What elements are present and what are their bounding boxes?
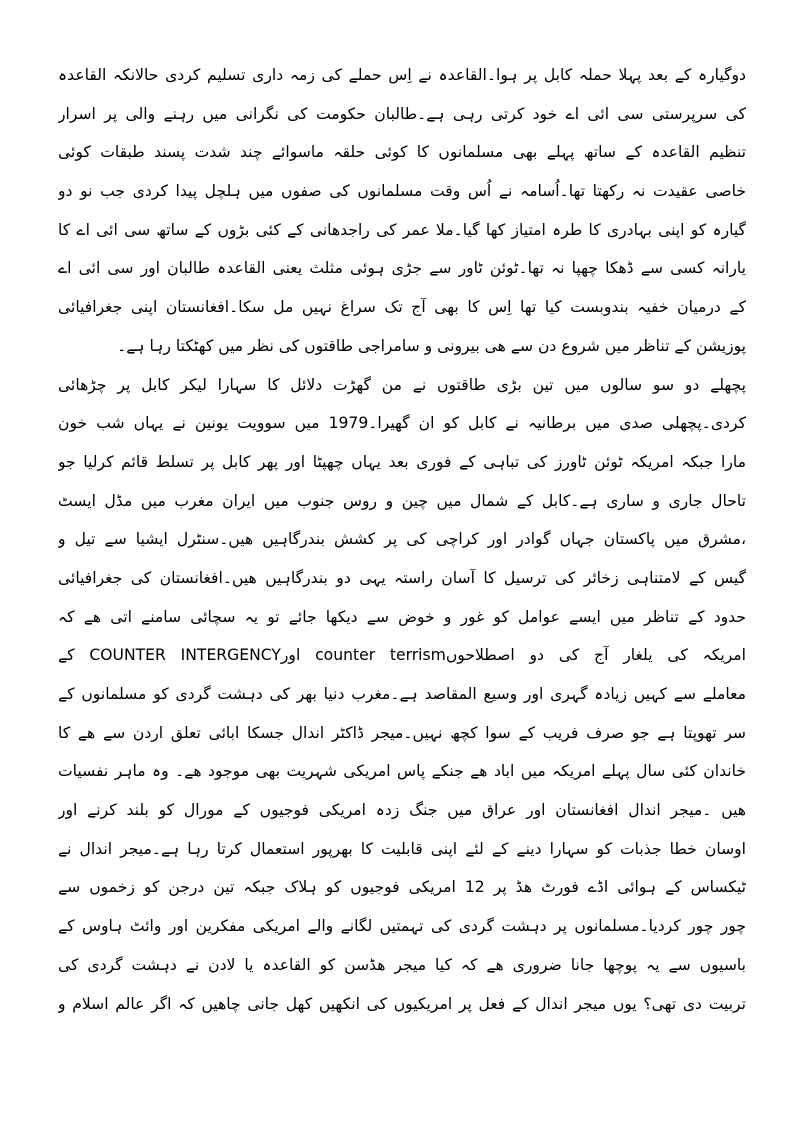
text-line-3: تنظیم القاعدہ کے ساتھ پہلے بھی مسلمانوں کا کوئی حلقہ ماسوائے چند شدت پسند طبقات کوئی bbox=[58, 143, 746, 162]
text-line-13: ،مشرق میں پاکستان جہاں گوادر اور کراچی کی پر کشش بندرگاہیں ھیں۔سنٹرل ایشیا سے تیل و bbox=[58, 530, 746, 549]
text-line-25: تربیت دی تھی؟ یوں میجر اندال کے فعل پر امریکیوں کی انکھیں کھل جانی چاھیں کہ اگر عالم اسلام و bbox=[58, 994, 746, 1013]
text-line-21: اوسان خطا جذبات کو سہارا دینے کے لئے اپنی قابلیت کا بھرپور استعمال کرتا رہا ہے۔میجر اندال نے bbox=[58, 839, 746, 858]
text-line-14: گیس کے لامتناہی زخائر کی ترسیل کا آسان راستہ یہی دو بندرگاہیں ھیں۔افغانستان کی جغرافیائی bbox=[58, 568, 746, 587]
text-line-12: تاحال جاری و ساری ہے۔کابل کے شمال میں چین و روس جنوب میں ایران مغرب میں مڈل ایسٹ bbox=[58, 491, 746, 510]
urdu-text-body bbox=[58, 56, 746, 1023]
text-line-22: ٹیکساس کے ہوائی اڈے فورٹ ھڈ پر 12 امریکی فوجیوں کو ہلاک جبکہ تین درجن کو زخموں سے bbox=[58, 878, 746, 897]
text-line-9: پچھلے دو سو سالوں میں تین بڑی طاقتوں نے من گھڑت دلائل کا سہارا لیکر کابل پر چڑھائی bbox=[58, 375, 746, 394]
text-line-11: مارا جبکہ امریکہ ٹوئن ٹاورز کی تباہی کے فوری بعد یہاں چھپٹا اور پھر کابل پر تسلط قائم کرلیا جو bbox=[58, 452, 746, 471]
text-line-6: یارانہ کسی سے ڈھکا چھپا نہ تھا۔ٹوئن ٹاور سے جڑی ہوئی مثلث یعنی القاعدہ طالبان اور سی ائی اے bbox=[58, 259, 746, 278]
text-line-1: دوگیارہ کے بعد پہلا حملہ کابل پر ہوا۔القاعدہ نے اِس حملے کی زمہ داری تسلیم کردی حالانکہ القاعدہ bbox=[58, 66, 746, 84]
text-line-23: چور چور کردیا۔مسلمانوں پر دہشت گردی کی تہمتیں لگانے والے امریکی مفکرین اور وائٹ ہاوس کے bbox=[58, 917, 746, 936]
text-line-4: خاصی عقیدت نہ رکھتا تھا۔اُسامہ نے اُس وقت مسلمانوں کی صفوں میں ہلچل پیدا کردی جب نو دو bbox=[58, 182, 746, 201]
text-line-2: کی سرپرستی سی ائی اے خود کرتی رہی ہے۔طالبان حکومت کی نگرانی میں رہنے والی پر اسرار bbox=[58, 104, 746, 123]
text-line-15: حدود کے تناظر میں ایسے عوامل کو غور و خوض سے دیکھا جائے تو یہ سچائی سامنے اتی ھے کہ bbox=[58, 607, 746, 626]
text-line-20: ھیں ۔میجر اندال افغانستان اور عراق میں جنگ زدہ امریکی فوجیوں کے مورال کو بلند کرنے اور bbox=[58, 801, 746, 820]
text-line-24: باسیوں سے یہ پوچھا جانا ضروری ھے کہ کیا میجر ھڈسن کو القاعدہ یا لادن نے دہشت گردی کی bbox=[58, 955, 746, 974]
text-line-7: کے درمیان خفیہ بندوبست کیا تھا اِس کا بھی آج تک سراغ نہیں مل سکا۔افغانستان اپنی جغرافیائی bbox=[58, 298, 746, 317]
text-line-16: امریکہ کی یلغار آج کی دو اصطلاحوںcounter terrism اورCOUNTER INTERGENCY کے bbox=[58, 646, 746, 665]
text-line-17: معاملے سے کہیں زیادہ گہری اور وسیع المقاصد ہے۔مغرب دنیا بھر کی دہشت گردی کو مسلمانوں کے bbox=[58, 685, 746, 703]
text-line-5: گیارہ کو اپنی بہادری کا طرہ امتیاز کھا گیا۔ملا عمر کی راجدھانی کے کئی بڑوں کے ساتھ سی ائی اے کا bbox=[58, 220, 746, 239]
text-line-10: کردی۔پچھلی صدی میں برطانیہ نے کابل کو ان گھیرا۔1979 میں سوویت یونین نے یہاں شب خون bbox=[58, 414, 746, 433]
text-line-18: سر تھوپتا ہے جو صرف فریب کے سوا کچھ نہیں۔میجر ڈاکٹر اندال جسکا ابائی تعلق اردن سے ھے کا bbox=[58, 723, 746, 742]
text-line-19: خاندان کئی سال پہلے امریکہ میں اباد ھے جنکے پاس امریکی شہریت بھی موجود ھے۔ وہ ماہر نفسیات bbox=[58, 762, 746, 781]
text-line-8: پوزیشن کے تناظر میں شروع دن سے ھی بیرونی و سامراجی طاقتوں کی نظر میں کھٹکتا رہا ہے۔ bbox=[117, 336, 746, 355]
